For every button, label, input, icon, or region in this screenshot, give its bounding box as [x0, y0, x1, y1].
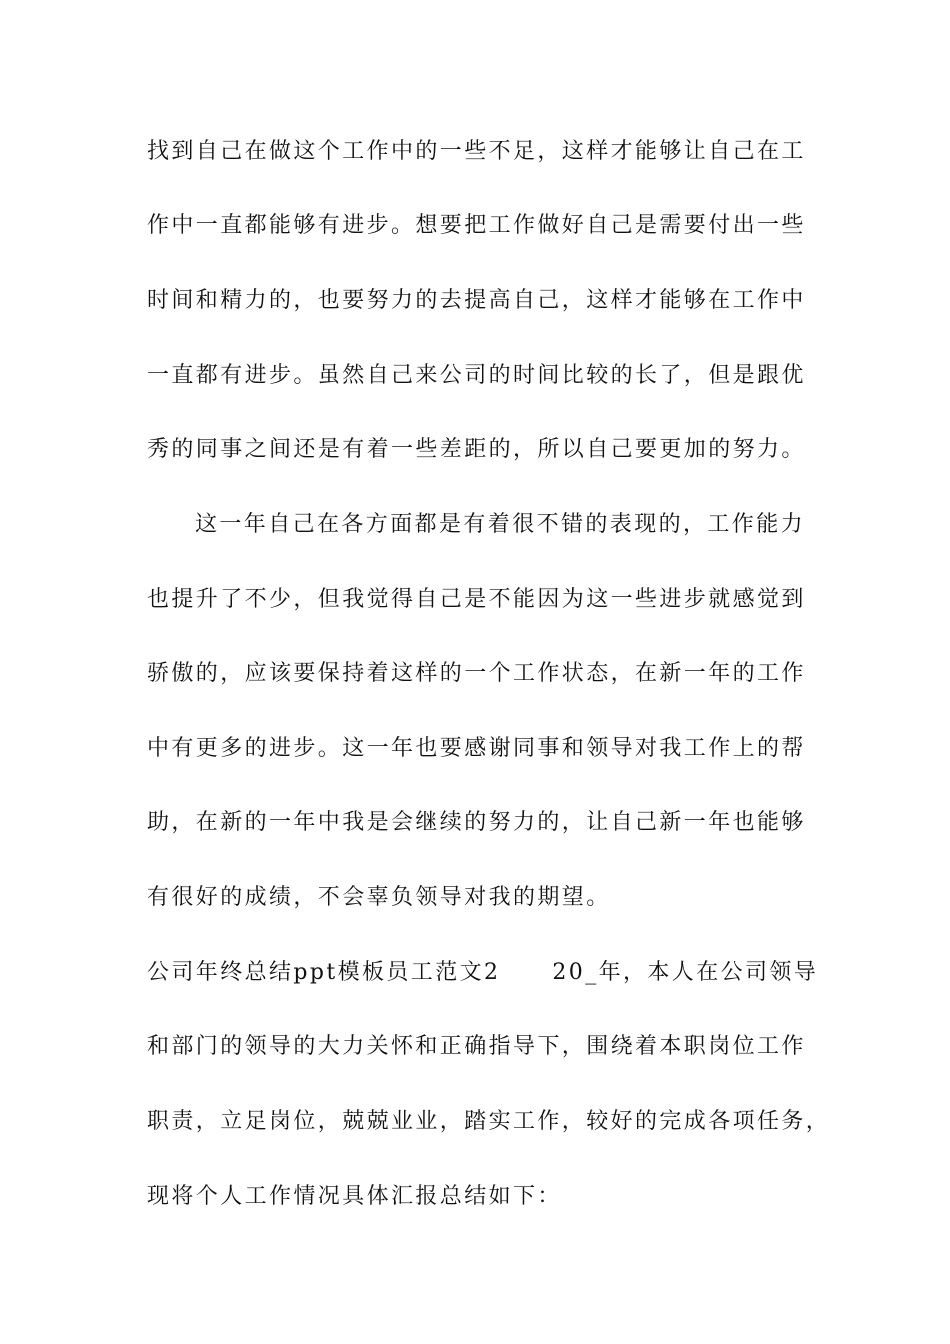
paragraph-line: 骄傲的，应该要保持着这样的一个工作状态，在新一年的工作 — [147, 661, 806, 686]
paragraph-line: 职责，立足岗位，兢兢业业，踏实工作，较好的完成各项任务， — [147, 1109, 831, 1134]
section-heading-line — [147, 958, 827, 988]
paragraph-line: 秀的同事之间还是有着一些差距的，所以自己要更加的努力。 — [147, 437, 806, 462]
paragraph-line: 一直都有进步。虽然自己来公司的时间比较的长了，但是跟优 — [147, 363, 806, 388]
paragraph-line: 这一年自己在各方面都是有着很不错的表现的，工作能力 — [195, 512, 806, 537]
paragraph-line: 时间和精力的，也要努力的去提高自己，这样才能够在工作中 — [147, 288, 806, 313]
section-heading: 公司年终总结ppt模板员工范文2 — [147, 960, 501, 985]
paragraph-line: 和部门的领导的大力关怀和正确指导下，围绕着本职岗位工作 — [147, 1034, 806, 1059]
section-intro: 20_年，本人在公司领导 — [552, 960, 819, 985]
paragraph-line: 现将个人工作情况具体汇报总结如下： — [147, 1184, 562, 1209]
paragraph-line: 有很好的成绩，不会辜负领导对我的期望。 — [147, 885, 611, 910]
paragraph-line: 找到自己在做这个工作中的一些不足，这样才能够让自己在工 — [147, 139, 806, 164]
paragraph-line: 中有更多的进步。这一年也要感谢同事和领导对我工作上的帮 — [147, 736, 806, 761]
paragraph-line: 也提升了不少，但我觉得自己是不能因为这一些进步就感觉到 — [147, 587, 806, 612]
paragraph-line: 作中一直都能够有进步。想要把工作做好自己是需要付出一些 — [147, 213, 806, 238]
paragraph-line: 助，在新的一年中我是会继续的努力的，让自己新一年也能够 — [147, 810, 806, 835]
